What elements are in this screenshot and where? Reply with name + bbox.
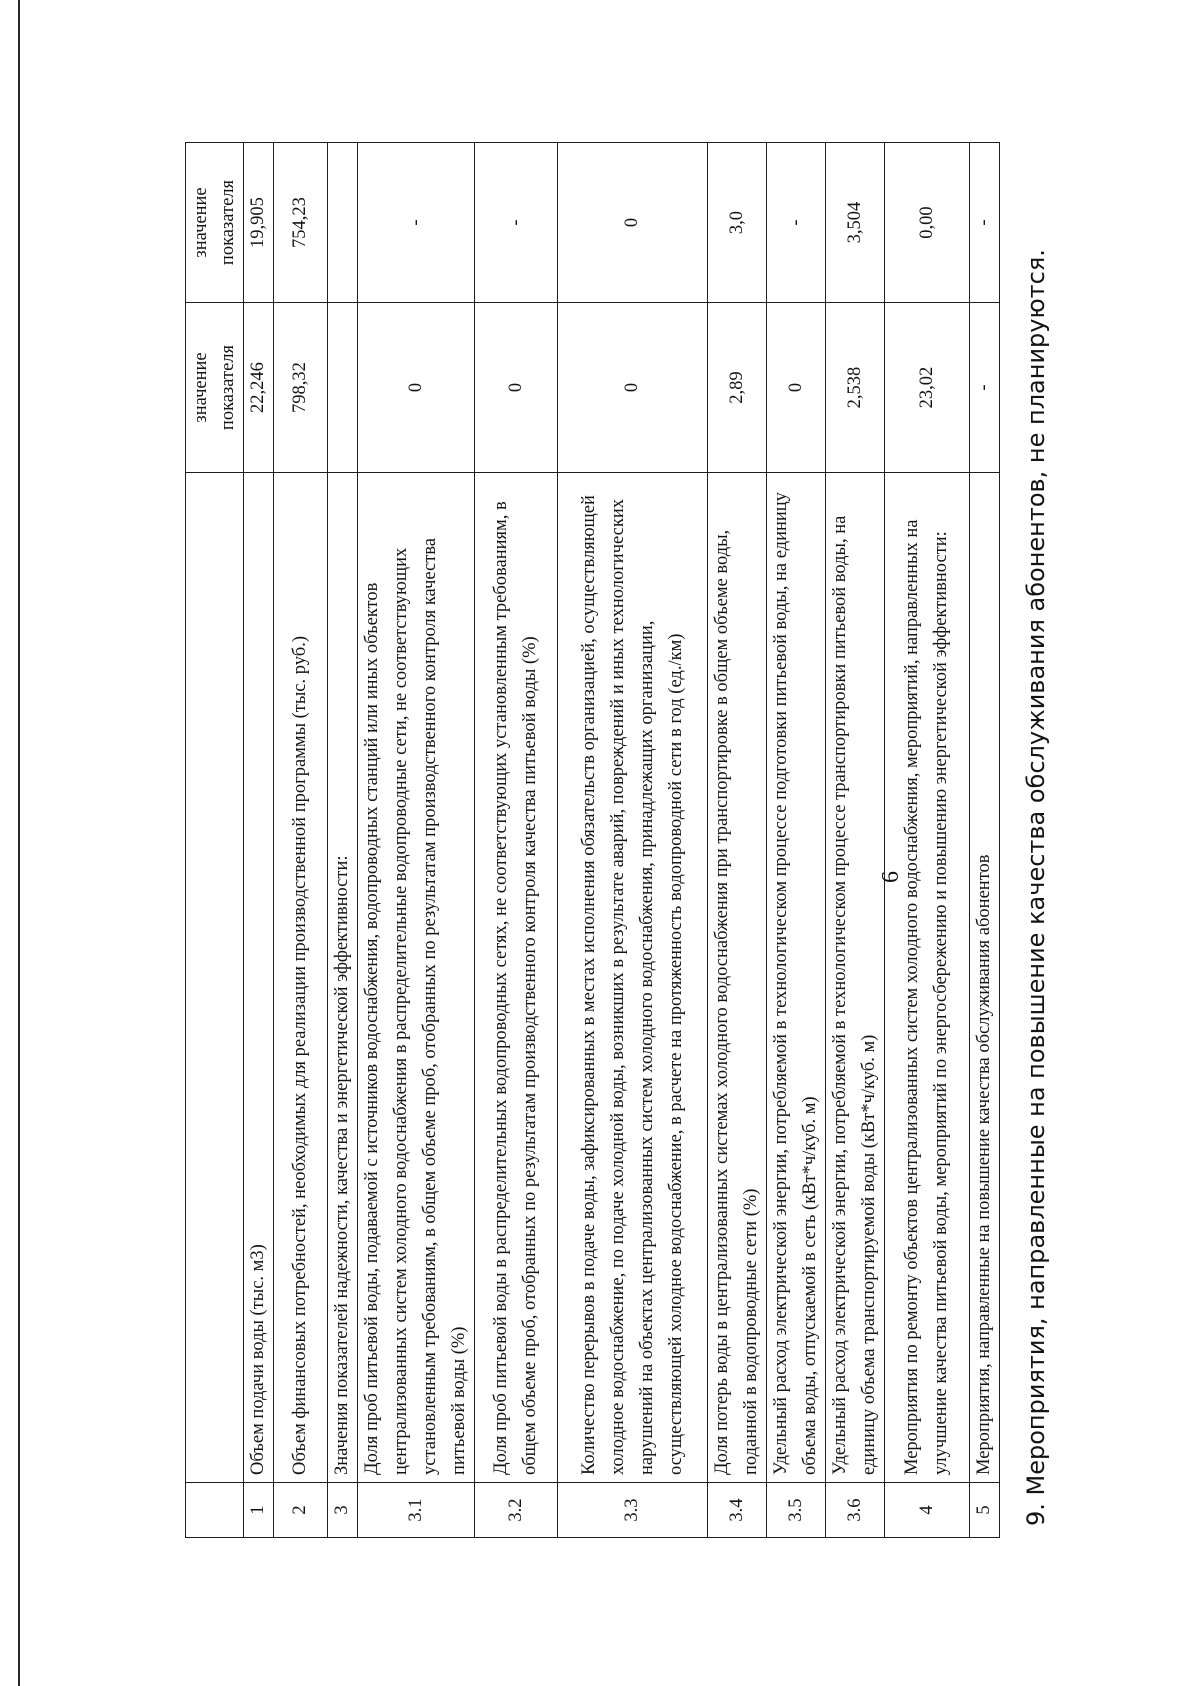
row-value-b: -: [767, 143, 826, 303]
table-header-row: [186, 143, 244, 1538]
row-value-a: -: [970, 303, 1000, 473]
row-value-b: -: [970, 143, 1000, 303]
table-row: [970, 143, 1000, 1538]
row-number: 4: [885, 1483, 970, 1538]
row-number: 3.4: [708, 1483, 767, 1538]
row-indicator-text: Доля потерь воды в централизованных системах холодного водоснабжения при транспортировке в общем объеме воды, поданной в водопроводные сети (%): [708, 473, 767, 1483]
table-row: [244, 143, 274, 1538]
row-indicator-text: Доля проб питьевой воды, подаваемой с источников водоснабжения, водопроводных станций или иных объектов централизованных систем холодного водоснабжения в распределительные водопроводные сети, не соответствующих установленным требованиям, в общем объеме проб, отобранных по результатам производственного контроля качества питьевой воды (%): [358, 473, 475, 1483]
row-indicator-text: Мероприятия по ремонту объектов централизованных систем холодного водоснабжения, мероприятий, направленных на улучшение качества питьевой воды, мероприятий по энергосбережению и повышению энергетической эффективности:: [885, 473, 970, 1483]
table-row: [767, 143, 826, 1538]
table-row: [328, 143, 358, 1538]
table-row: [358, 143, 475, 1538]
table-row: [475, 143, 558, 1538]
table-row: [708, 143, 767, 1538]
row-number: 5: [970, 1483, 1000, 1538]
row-value-a: [328, 303, 358, 473]
row-number: 3.6: [826, 1483, 885, 1538]
row-value-a: 0: [558, 303, 708, 473]
table-row: [826, 143, 885, 1538]
row-value-b: 19,905: [244, 143, 274, 303]
row-number: 3.2: [475, 1483, 558, 1538]
row-number: 2: [274, 1483, 328, 1538]
row-number: 3.1: [358, 1483, 475, 1538]
row-value-a: 2,89: [708, 303, 767, 473]
row-value-b: -: [475, 143, 558, 303]
row-indicator-text: Мероприятия, направленные на повышение качества обслуживания абонентов: [970, 473, 1000, 1483]
closing-paragraph: 9. Мероприятия, направленные на повышение качества обслуживания абонентов, не планируются.: [1022, 249, 1050, 1526]
row-indicator-text: Удельный расход электрической энергии, потребляемой в технологическом процессе транспортировки питьевой воды, на единицу объема транспортируемой воды (кВт*ч/куб. м): [826, 473, 885, 1483]
table-row: [274, 143, 328, 1538]
row-value-b: 754,23: [274, 143, 328, 303]
header-value-b-cell: значение показателя: [186, 143, 244, 303]
row-value-b: 3,504: [826, 143, 885, 303]
header-value-a-cell: значение показателя: [186, 303, 244, 473]
row-value-b: -: [358, 143, 475, 303]
row-value-a: 0: [475, 303, 558, 473]
row-value-a: 0: [767, 303, 826, 473]
table-row: [558, 143, 708, 1538]
row-indicator-text: Объем финансовых потребностей, необходимых для реализации производственной программы (тыс. руб.): [274, 473, 328, 1483]
row-number: 3.5: [767, 1483, 826, 1538]
row-indicator-text: Удельный расход электрической энергии, потребляемой в технологическом процессе подготовки питьевой воды, на единицу объема воды, отпускаемой в сеть (кВт*ч/куб. м): [767, 473, 826, 1483]
row-number: 1: [244, 1483, 274, 1538]
row-number: 3: [328, 1483, 358, 1538]
row-value-a: 22,246: [244, 303, 274, 473]
row-value-a: 23,02: [885, 303, 970, 473]
row-value-b: 0: [558, 143, 708, 303]
table-row: [885, 143, 970, 1538]
row-indicator-text: Доля проб питьевой воды в распределительных водопроводных сетях, не соответствующих установленным требованиям, в общем объеме проб, отобранных по результатам производственного контроля качества питьевой воды (%): [475, 473, 558, 1483]
row-value-b: 0,00: [885, 143, 970, 303]
header-number-cell: [186, 1483, 244, 1538]
row-indicator-text: Объем подачи воды (тыс. м3): [244, 473, 274, 1483]
row-number: 3.3: [558, 1483, 708, 1538]
row-value-b: 3,0: [708, 143, 767, 303]
indicators-table: [185, 142, 1000, 1538]
row-indicator-text: Значения показателей надежности, качества и энергетической эффективности:: [328, 473, 358, 1483]
row-value-a: 0: [358, 303, 475, 473]
row-value-a: 798,32: [274, 303, 328, 473]
page-number: 6: [878, 871, 904, 883]
row-value-b: [328, 143, 358, 303]
row-value-a: 2,538: [826, 303, 885, 473]
row-indicator-text: Количество перерывов в подаче воды, зафиксированных в местах исполнения обязательств организацией, осуществляющей холодное водоснабжение, по подаче холодной воды, возникших в результате аварий, повреждений и иных технологических нарушений на объектах централизованных систем холодного водоснабжения, принадлежащих организации, осуществляющей холодное водоснабжение, в расчете на протяженность водопроводной сети в год (ед./км): [558, 473, 708, 1483]
header-indicator-cell: [186, 473, 244, 1483]
